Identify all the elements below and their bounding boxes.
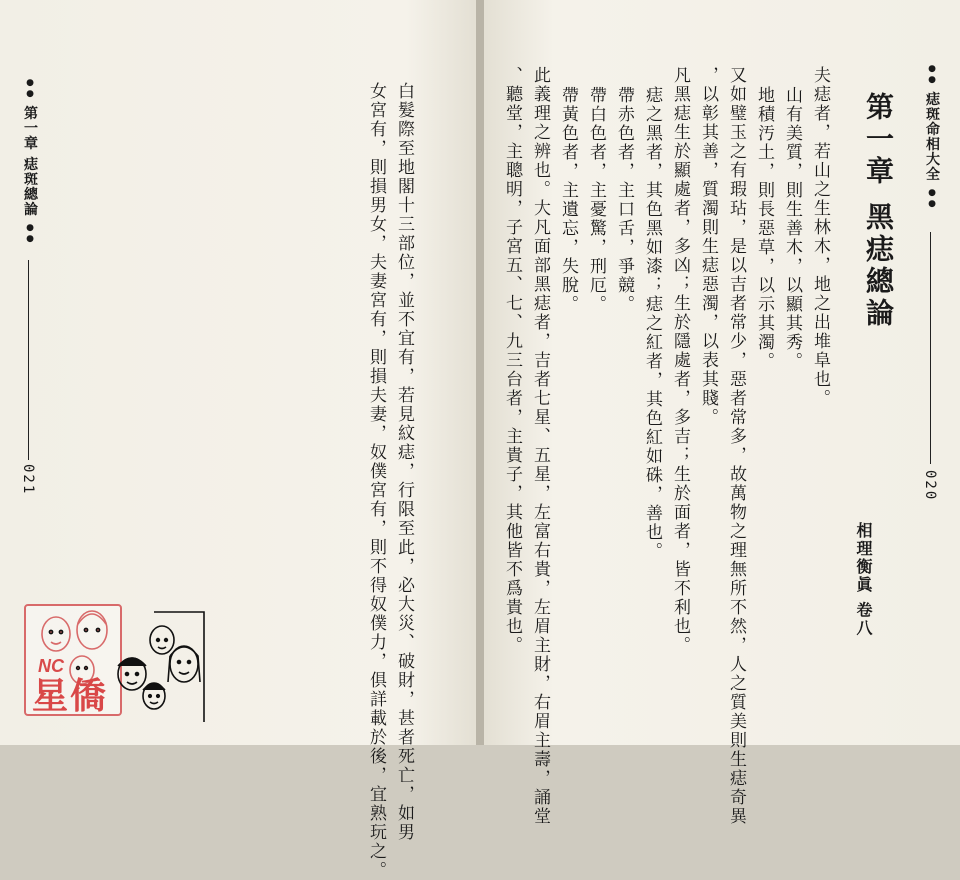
right-body-line-4: 又如璧玉之有瑕玷，是以吉者常少，惡者常多，故萬物之理無所不然，人之質美則生痣奇異 <box>726 66 746 826</box>
watermark-latin: NC <box>38 656 64 676</box>
right-body-line-6: 凡黑痣生於顯處者，多凶；生於隱處者，多吉；生於面者，皆不利也。 <box>670 66 690 655</box>
left-body-line-1: 白髮際至地閣十三部位，並不宜有，若見紋痣，行限至此，必大災、破財，甚者死亡，如男 <box>394 82 414 842</box>
ornament-dots-icon: ●● <box>25 222 35 245</box>
source-reference: 相理衡眞 卷八 <box>854 522 873 638</box>
right-body-line-12: 、聽堂，主聰明，子宮五、七、九三台者，主貴子，其他皆不爲貴也。 <box>502 66 522 655</box>
ornament-dots-icon: ●● <box>25 78 35 100</box>
left-running-head: ●● 第一章 痣斑總論 ●● <box>22 78 38 245</box>
ornament-dots-icon: ●● <box>927 187 937 210</box>
left-body-line-2: 女宮有，則損男女，夫妻宮有，則損夫妻，奴僕宮有，則不得奴僕力，俱詳載於後，宜熟玩之。 <box>366 82 386 880</box>
right-body-line-10: 帶黃色者，主遺忘，失脫。 <box>558 86 578 314</box>
right-body-line-11: 此義理之辨也。大凡面部黑痣者，吉者七星、五星，左富右貴，左眉主財，右眉主壽，誦堂 <box>530 66 550 826</box>
right-body-line-2: 山有美質，則生善木，以顯其秀。 <box>782 86 802 371</box>
chapter-title: 第一章 黑痣總論 <box>862 92 895 330</box>
right-body-line-1: 夫痣者，若山之生林木，地之出堆阜也。 <box>810 66 830 408</box>
right-body-line-5: ，以彰其善，質濁則生痣惡濁，以表其賤。 <box>698 66 718 427</box>
watermark-cjk: 星僑 <box>32 676 109 717</box>
watermark <box>24 604 214 722</box>
left-page-number: 021 <box>20 464 36 496</box>
right-body-line-3: 地積汚土，則長惡草，以示其濁。 <box>754 86 774 371</box>
right-body-line-7: 痣之黑者，其色黑如漆；痣之紅者，其色紅如硃，善也。 <box>642 86 662 561</box>
right-page-number: 020 <box>922 470 938 502</box>
ornament-dots-icon: ●● <box>927 64 937 86</box>
left-header-rule <box>28 260 29 460</box>
right-body-line-9: 帶白色者，主憂驚，刑厄。 <box>586 86 606 314</box>
right-header-rule <box>930 232 931 464</box>
right-running-head: ●● 痣斑命相大全 ●● <box>924 64 940 210</box>
right-body-line-8: 帶赤色者，主口舌，爭競。 <box>614 86 634 314</box>
book-gutter <box>476 0 484 745</box>
